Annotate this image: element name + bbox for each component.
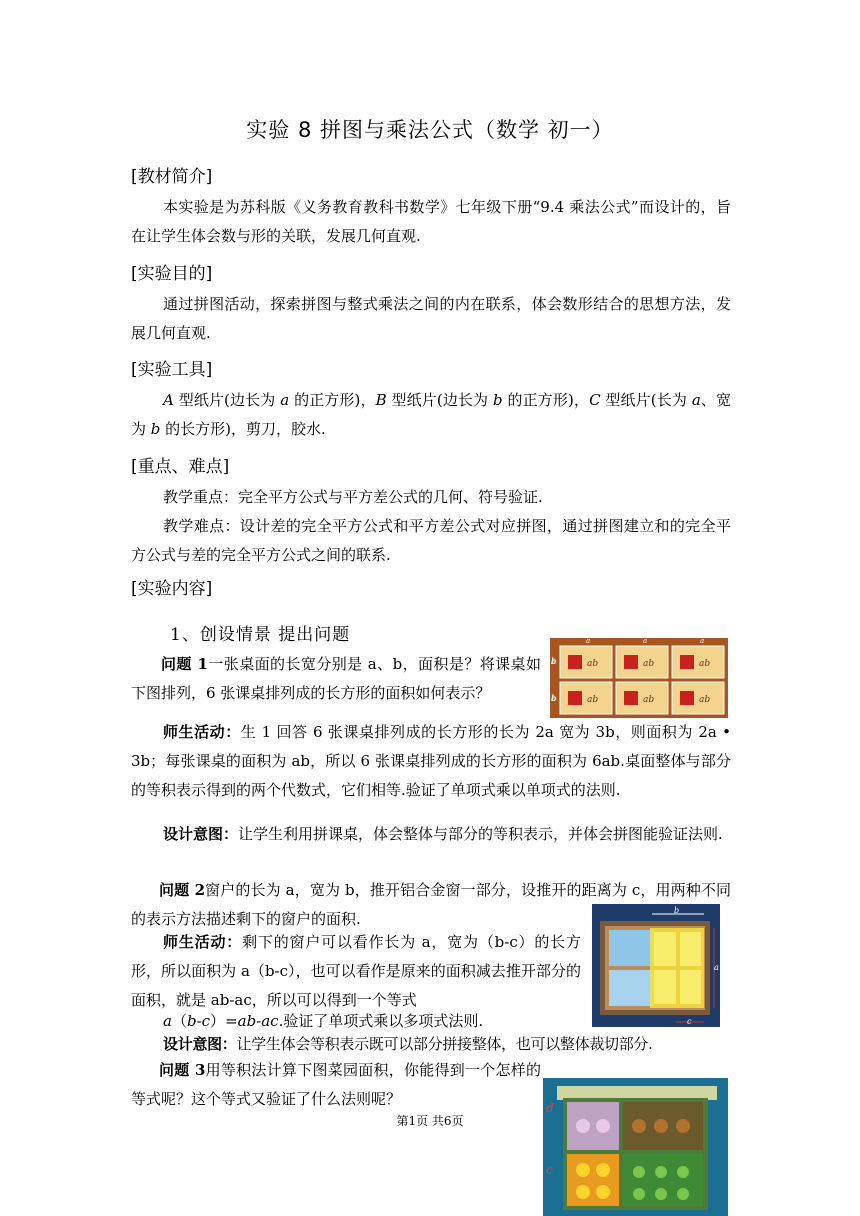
desk-cell (560, 682, 612, 714)
question-1-activity: 师生活动：生 1 回答 6 张课桌排列成的长方形的长为 2a 宽为 3b，则面积为 2a • 3b；每张课桌的面积为 ab，所以 6 张课桌排列成的长方形的面积为 6ab.桌面整体与部分的等积表示得到的两个代数式，它们相等.验证了单项式乘以单项式的法则. (131, 723, 731, 799)
desk-cell-label: ab (699, 659, 711, 669)
desk-cell (616, 646, 668, 678)
intro-paragraph: 本实验是为苏科版《义务教育教科书数学》七年级下册“9.4 乘法公式”而设计的，旨在让学生体会数与形的关联，发展几何直观. (131, 198, 731, 245)
desk-label-a: a (700, 638, 705, 645)
window-figure (592, 904, 720, 1027)
book-icon (568, 691, 582, 705)
section-heading-focus: [重点、难点] (131, 457, 230, 477)
desk-cell (560, 646, 612, 678)
question-1-label: 问题 1 (161, 655, 208, 673)
book-icon (624, 655, 638, 669)
desk-label-a: a (586, 638, 591, 645)
window-label-a: a (714, 963, 719, 972)
page-footer: 第1页 共6页 (396, 1114, 464, 1128)
question-2-paragraph: 问题 2窗户的长为 a，宽为 b，推开铝合金窗一部分，设推开的距离为 c，用两种不同的表示方法描述剩下的窗户的面积. (131, 881, 731, 928)
question-1-paragraph (131, 650, 541, 708)
desk-cell-label: ab (643, 659, 655, 669)
garden-label-c: c (546, 1163, 553, 1177)
window-label-b: b (674, 906, 680, 915)
desk-label-b: b (551, 656, 557, 666)
goal-paragraph: 通过拼图活动，探索拼图与整式乘法之间的内在联系，体会数形结合的思想方法，发展几何直观. (131, 295, 731, 342)
book-icon (680, 655, 694, 669)
section-heading-tools: [实验工具] (131, 360, 213, 380)
question-2-design: 设计意图：让学生体会等积表示既可以部分拼接整体，也可以整体裁切部分. (163, 1035, 653, 1053)
question-2-equation: a（b-c）=ab-ac.验证了单项式乘以多项式法则. (163, 1012, 484, 1030)
book-icon (624, 691, 638, 705)
desk-arrangement-figure (550, 638, 728, 718)
book-icon (680, 691, 694, 705)
desk-cell-label: ab (699, 695, 711, 705)
section-heading-intro: [教材简介] (131, 167, 213, 187)
focus-key-point: 教学重点：完全平方公式与平方差公式的几何、符号验证. (163, 488, 543, 506)
desk-cell (672, 682, 724, 714)
tools-paragraph: A 型纸片(边长为 a 的正方形)，B 型纸片(边长为 b 的正方形)，C 型纸片(长为 a、宽为 b 的长方形)，剪刀，胶水. (131, 391, 732, 438)
desk-cell (672, 646, 724, 678)
window-label-c: c (687, 1017, 692, 1026)
garden-label-d: d (546, 1101, 554, 1115)
desk-cell-label: ab (643, 695, 655, 705)
desk-cell-label: ab (587, 659, 599, 669)
section-heading-content: [实验内容] (131, 579, 213, 599)
question-3-paragraph: 问题 3用等积法计算下图菜园面积，你能得到一个怎样的等式呢？这个等式又验证了什么法则呢？ (131, 1061, 541, 1108)
question-1-text: 一张桌面的长宽分别是 a、b，面积是？将课桌如下图排列，6 张课桌排列成的长方形的面积如何表示？ (131, 655, 541, 702)
desk-cell (616, 682, 668, 714)
book-icon (568, 655, 582, 669)
section-heading-goal: [实验目的] (131, 264, 213, 284)
focus-difficulty: 教学难点：设计差的完全平方公式和平方差公式对应拼图，通过拼图建立和的完全平方公式与差的完全平方公式之间的联系. (131, 517, 731, 564)
desk-label-a: a (643, 638, 648, 645)
page-title: 实验 8 拼图与乘法公式（数学 初一） (246, 118, 614, 142)
garden-figure (543, 1078, 728, 1216)
desk-cell-label: ab (587, 695, 599, 705)
question-1-design: 设计意图：让学生利用拼课桌，体会整体与部分的等积表示，并体会拼图能验证法则. (163, 825, 723, 843)
question-2-activity: 师生活动：剩下的窗户可以看作长为 a，宽为（b-c）的长方形，所以面积为 a（b-c），也可以看作是原来的面积减去推开部分的面积，就是 ab-ac，所以可以得到一个等式 (131, 933, 581, 1009)
subsection-heading: 1、创设情景 提出问题 (170, 625, 351, 645)
desk-label-b: b (551, 693, 557, 703)
